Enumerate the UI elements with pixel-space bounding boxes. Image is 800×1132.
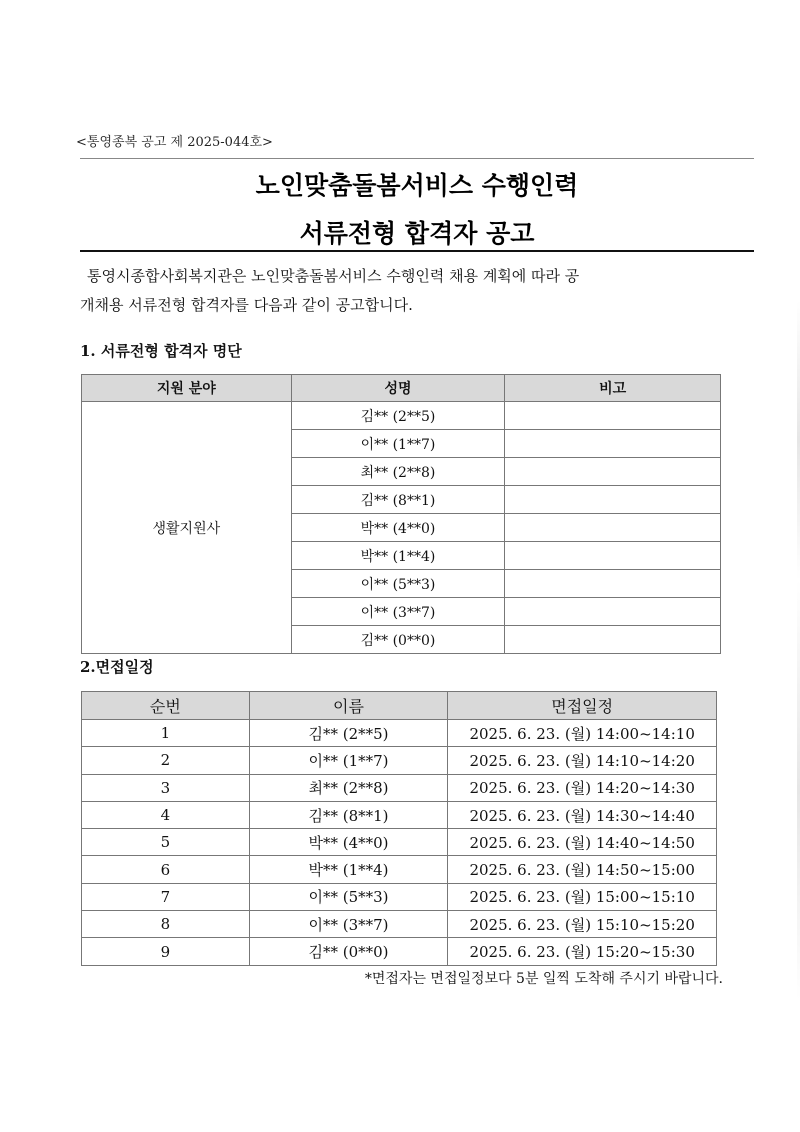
order-cell: 6 bbox=[82, 856, 250, 883]
table-row bbox=[82, 829, 717, 856]
order-cell: 5 bbox=[82, 829, 250, 856]
table-row bbox=[82, 801, 717, 828]
name-cell: 김** (0**0) bbox=[249, 938, 448, 965]
remark-cell bbox=[505, 430, 721, 458]
table-row bbox=[82, 774, 717, 801]
col-header-name: 성명 bbox=[291, 375, 505, 402]
intro-paragraph bbox=[80, 262, 730, 320]
order-cell: 9 bbox=[82, 938, 250, 965]
remark-cell bbox=[505, 486, 721, 514]
schedule-cell: 2025. 6. 23. (월) 14:00~14:10 bbox=[448, 720, 717, 747]
section2-heading: 2.면접일정 bbox=[80, 658, 154, 676]
name-cell: 김** (2**5) bbox=[249, 720, 448, 747]
page-title-line2: 서류전형 합격자 공고 bbox=[299, 219, 535, 248]
order-cell: 4 bbox=[82, 801, 250, 828]
field-cell: 생활지원사 bbox=[82, 402, 292, 654]
footnote: *면접자는 면접일정보다 5분 일찍 도착해 주시기 바랍니다. bbox=[364, 971, 723, 987]
section1-heading: 1. 서류전형 합격자 명단 bbox=[80, 342, 242, 360]
name-cell: 이** (1**7) bbox=[291, 430, 505, 458]
col-header-order: 순번 bbox=[82, 692, 250, 720]
order-cell: 8 bbox=[82, 911, 250, 938]
table-row bbox=[82, 938, 717, 965]
name-cell: 박** (1**4) bbox=[249, 856, 448, 883]
name-cell: 최** (2**8) bbox=[249, 774, 448, 801]
intro-line-1: 통영시종합사회복지관은 노인맞춤돌봄서비스 수행인력 채용 계획에 따라 공 bbox=[87, 267, 580, 285]
schedule-cell: 2025. 6. 23. (월) 14:30~14:40 bbox=[448, 801, 717, 828]
name-cell: 김** (8**1) bbox=[249, 801, 448, 828]
table-row bbox=[82, 720, 717, 747]
order-cell: 2 bbox=[82, 747, 250, 774]
name-cell: 김** (2**5) bbox=[291, 402, 505, 430]
remark-cell bbox=[505, 626, 721, 654]
notice-number: <통영종복 공고 제 2025-044호> bbox=[76, 135, 273, 150]
table-row bbox=[82, 883, 717, 910]
remark-cell bbox=[505, 570, 721, 598]
order-cell: 3 bbox=[82, 774, 250, 801]
schedule-cell: 2025. 6. 23. (월) 15:10~15:20 bbox=[448, 911, 717, 938]
name-cell: 박** (1**4) bbox=[291, 542, 505, 570]
table-row bbox=[82, 911, 717, 938]
name-cell: 이** (3**7) bbox=[291, 598, 505, 626]
name-cell: 이** (5**3) bbox=[291, 570, 505, 598]
passers-table bbox=[81, 374, 721, 654]
table-row bbox=[82, 747, 717, 774]
schedule-cell: 2025. 6. 23. (월) 15:20~15:30 bbox=[448, 938, 717, 965]
schedule-cell: 2025. 6. 23. (월) 14:10~14:20 bbox=[448, 747, 717, 774]
remark-cell bbox=[505, 598, 721, 626]
page-title-line1: 노인맞춤돌봄서비스 수행인력 bbox=[255, 171, 579, 200]
col-header-schedule: 면접일정 bbox=[448, 692, 717, 720]
schedule-cell: 2025. 6. 23. (월) 15:00~15:10 bbox=[448, 883, 717, 910]
interview-schedule-table bbox=[81, 691, 717, 966]
name-cell: 최** (2**8) bbox=[291, 458, 505, 486]
name-cell: 박** (4**0) bbox=[291, 514, 505, 542]
col-header-remark: 비고 bbox=[505, 375, 721, 402]
name-cell: 김** (8**1) bbox=[291, 486, 505, 514]
schedule-cell: 2025. 6. 23. (월) 14:20~14:30 bbox=[448, 774, 717, 801]
name-cell: 박** (4**0) bbox=[249, 829, 448, 856]
name-cell: 김** (0**0) bbox=[291, 626, 505, 654]
order-cell: 7 bbox=[82, 883, 250, 910]
schedule-cell: 2025. 6. 23. (월) 14:50~15:00 bbox=[448, 856, 717, 883]
remark-cell bbox=[505, 542, 721, 570]
remark-cell bbox=[505, 402, 721, 430]
name-cell: 이** (1**7) bbox=[249, 747, 448, 774]
schedule-cell: 2025. 6. 23. (월) 14:40~14:50 bbox=[448, 829, 717, 856]
col-header-name: 이름 bbox=[249, 692, 448, 720]
title-divider bbox=[80, 250, 754, 252]
remark-cell bbox=[505, 514, 721, 542]
remark-cell bbox=[505, 458, 721, 486]
table-row bbox=[82, 402, 721, 430]
table-row bbox=[82, 856, 717, 883]
name-cell: 이** (5**3) bbox=[249, 883, 448, 910]
name-cell: 이** (3**7) bbox=[249, 911, 448, 938]
col-header-field: 지원 분야 bbox=[82, 375, 292, 402]
order-cell: 1 bbox=[82, 720, 250, 747]
intro-line-2: 개채용 서류전형 합격자를 다음과 같이 공고합니다. bbox=[80, 296, 413, 314]
top-divider bbox=[80, 158, 754, 159]
